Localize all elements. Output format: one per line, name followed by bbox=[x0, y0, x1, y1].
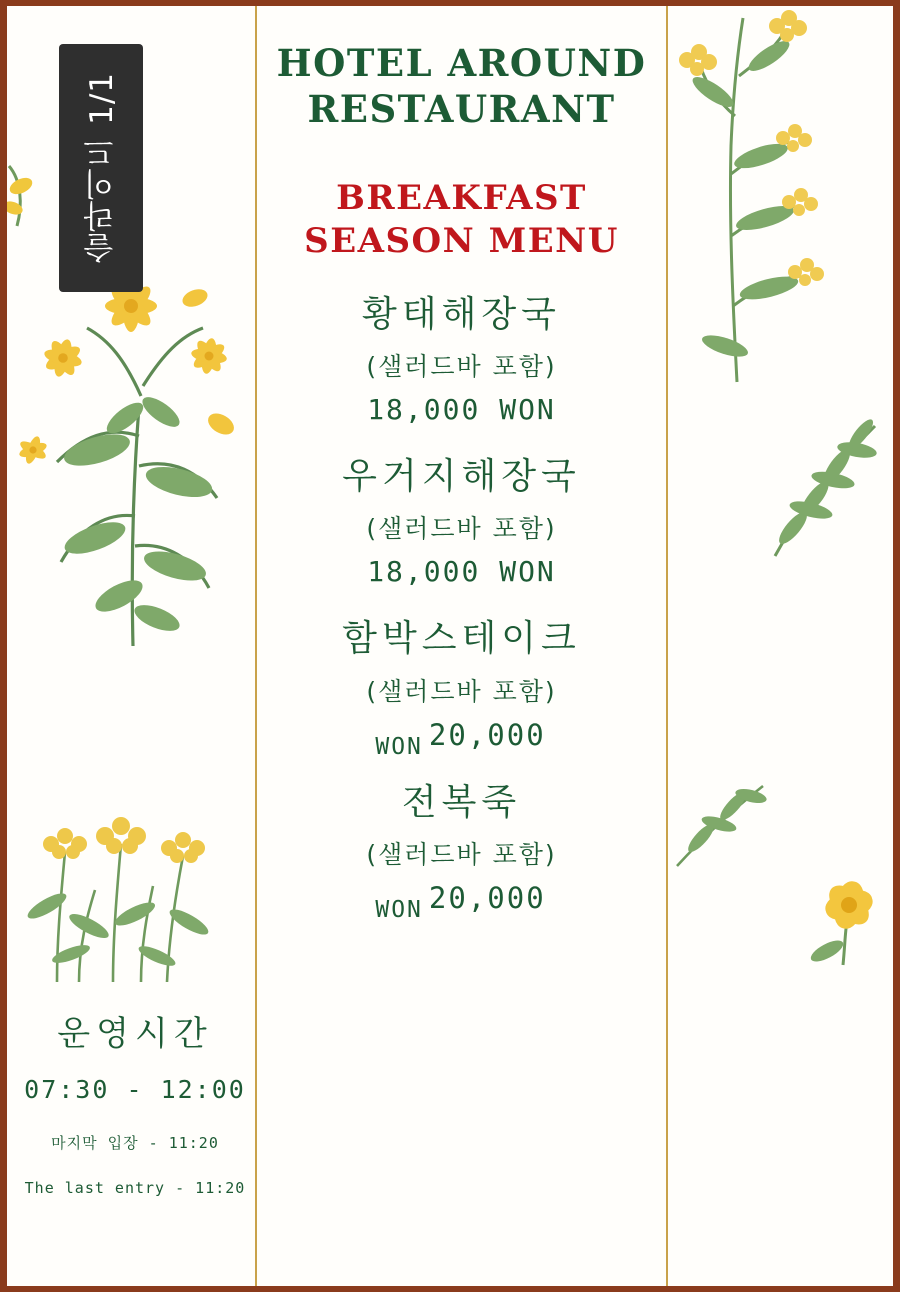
menu-subtitle-line1: BREAKFAST bbox=[336, 177, 587, 218]
yellow-bloom-icon bbox=[797, 861, 897, 971]
small-leaf-sprig-icon bbox=[667, 766, 777, 876]
slide-counter-badge bbox=[59, 44, 143, 292]
menu-item-name: 황태해장국 bbox=[362, 293, 561, 335]
column-divider-right bbox=[666, 6, 668, 1286]
menu-subtitle-line2: SEASON MENU bbox=[304, 221, 619, 262]
menu-subtitle bbox=[257, 177, 666, 264]
menu-item-note: (샐러드바 포함) bbox=[366, 676, 557, 706]
yellow-flower-plant-illustration bbox=[13, 236, 249, 656]
operating-hours-title: 운영시간 bbox=[57, 1014, 213, 1054]
tall-yellow-blossom-stem-illustration bbox=[673, 6, 853, 386]
menu-item-price bbox=[257, 881, 666, 924]
menu-item bbox=[257, 294, 666, 426]
yellow-yarrow-plant-illustration bbox=[17, 786, 237, 986]
menu-item-price: 18,000 WON bbox=[367, 392, 556, 426]
last-entry-korean: 마지막 입장 - 11:20 bbox=[51, 1134, 219, 1152]
restaurant-title-line2: RESTAURANT bbox=[307, 87, 616, 132]
restaurant-title-line1: HOTEL AROUND bbox=[276, 41, 647, 85]
menu-item-name: 전복죽 bbox=[401, 781, 522, 823]
menu-item-note: (샐러드바 포함) bbox=[366, 351, 557, 381]
menu-item-price bbox=[257, 717, 666, 760]
menu-item-price-currency: WON bbox=[375, 897, 423, 924]
menu-item-name: 우거지해장국 bbox=[342, 455, 581, 497]
operating-hours-time: 07:30 - 12:00 bbox=[24, 1075, 246, 1104]
last-entry-english: The last entry - 11:20 bbox=[24, 1179, 246, 1197]
menu-item-price-currency: WON bbox=[375, 733, 423, 760]
operating-hours-block bbox=[15, 1006, 255, 1197]
menu-item-price-amount: 20,000 bbox=[428, 717, 546, 752]
menu-item-note: (샐러드바 포함) bbox=[366, 840, 557, 870]
restaurant-title bbox=[257, 40, 666, 133]
menu-item-price: 18,000 WON bbox=[367, 555, 556, 589]
menu-item-note: (샐러드바 포함) bbox=[366, 514, 557, 544]
menu-item-price-amount: 20,000 bbox=[428, 881, 546, 916]
menu-item bbox=[257, 618, 666, 760]
menu-item bbox=[257, 456, 666, 588]
slide-counter-label: 슬라이드 1/1 bbox=[83, 72, 120, 264]
menu-item bbox=[257, 781, 666, 924]
menu-content-column bbox=[257, 6, 666, 1286]
leaf-sprig-edge-icon bbox=[7, 156, 47, 276]
fern-leaf-illustration bbox=[767, 406, 887, 566]
menu-item-name: 함박스테이크 bbox=[342, 618, 581, 660]
